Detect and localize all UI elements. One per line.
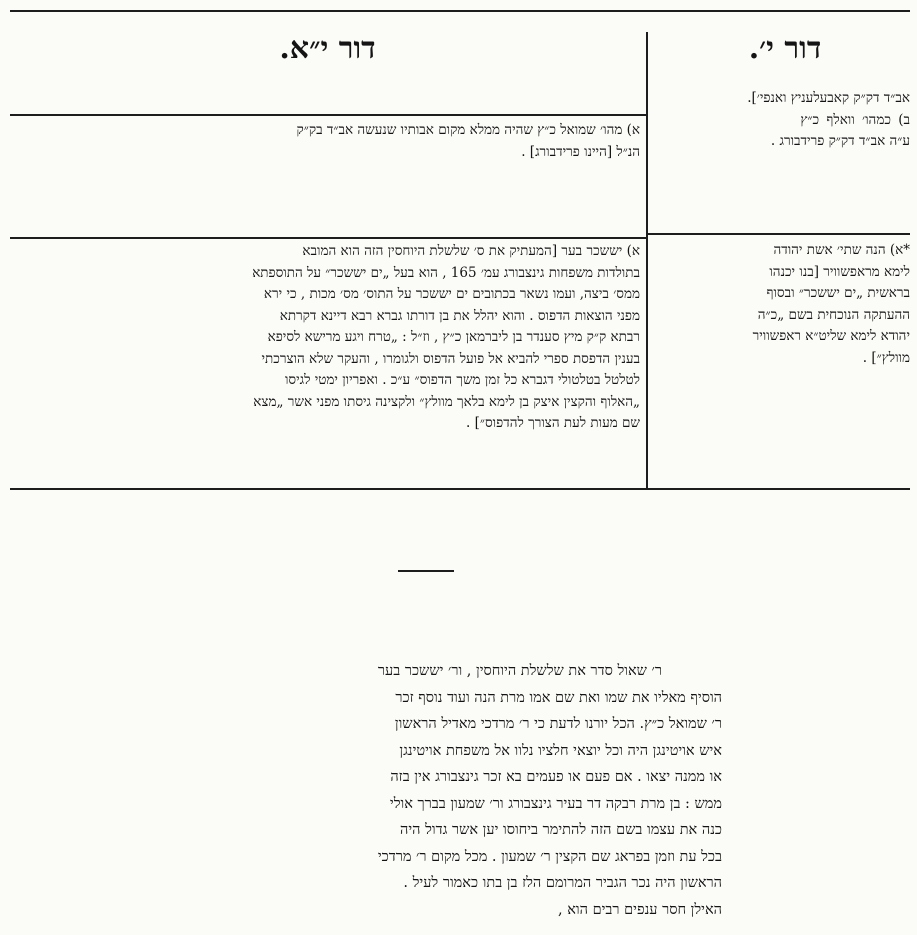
header-left: דור י״א.: [279, 31, 376, 66]
left-block-1: [14, 120, 640, 163]
text-line: איש אויטינגן היה וכל יוצאי חלציו נלוו אל משפחת אויטינגן: [399, 742, 722, 759]
text-line: א) יששכר בער [המעתיק את ס׳ שלשלת היוחסין הזה הוא המובא: [302, 243, 640, 259]
text-line: ההעתקה הנוכחית בשם „כ״ה: [757, 306, 910, 323]
text-line: האילן חסר ענפים רבים הוא ,: [557, 901, 722, 918]
text-line: בתולדות משפחות גינצבורג עמ׳ 165 , הוא בעל „ים יששכר״ על התוספתא: [252, 264, 640, 281]
text-line: א) מהו׳ שמואל כ״ץ שהיה ממלא מקום אבותיו שנעשה אב״ד בק״ק: [296, 122, 640, 138]
body-paragraph: [190, 658, 722, 923]
text-line: הראשון היה נכר הגביר המרומם הלז בן בתו כאמור לעיל .: [403, 875, 722, 891]
text-line: בכל עת וזמן בפראג שם הקצין ר׳ שמעון . מכל מקום ר׳ מרדכי: [377, 848, 722, 865]
text-line: בענין הדפסת ספרי להביא אל פועל הדפוס ולגומרו , והעקר שלא הוצרכתי: [261, 350, 640, 367]
left-block-2: [14, 241, 640, 435]
text-line: לימא מראפשוויר [בנו יכנהו: [769, 263, 910, 280]
right-mid-rule: [648, 233, 910, 235]
text-line: ב) כמהו׳ וואלף כ״ץ: [800, 111, 910, 128]
text-line: הנ״ל [היינו פרידבורג] .: [521, 143, 640, 160]
text-line: או ממנה יצאו . אם פעם או פעמים בא זכר גינצבורג אין בזה: [390, 769, 722, 785]
right-block-2: [652, 240, 910, 369]
section-separator: [398, 570, 454, 572]
right-block-1: [652, 88, 910, 153]
text-line: אב״ד דק״ק קאבעלעניץ ואנפי׳].: [747, 90, 910, 106]
column-divider: [646, 32, 648, 490]
text-line: ר׳ שאול סדר את שלשלת היוחסין , ור׳ יששכר בער: [377, 663, 662, 679]
text-line: יהודא לימא שליט״א ראפשוויר: [752, 328, 910, 344]
text-line: *א) הנה שתי׳ אשת יהודה: [773, 242, 910, 258]
text-line: „האלוף והקצין איצק בן לימא בלאך מוולץ״ ולקצינה גיסתו מפני אשר „מצא: [253, 393, 640, 410]
text-line: בראשית „ים יששכר״ ובסוף: [766, 285, 910, 301]
text-line: ר׳ שמואל כ״ץ. הכל יורנו לדעת כי ר׳ מרדכי מאדיל הראשון: [394, 716, 722, 732]
bottom-rule: [10, 488, 910, 490]
header-right: דור י׳.: [748, 31, 822, 66]
text-line: ע״ה אב״ד דק״ק פרידבורג .: [770, 133, 910, 149]
text-line: מפני הוצאות הדפוס . והוא יהלל את בן דורתו גברא רבא דיינא דקרתא: [279, 307, 640, 324]
left-mid-rule: [10, 237, 646, 239]
text-line: מוולץ״] .: [862, 349, 910, 366]
text-line: רבתא ק״ק מיץ סענדר בן ליברמאן כ״ץ , וז״ל : „טרח ויגע מרישא לסיפא: [267, 329, 640, 345]
left-header-rule: [10, 114, 646, 116]
top-rule: [10, 10, 910, 12]
text-line: לטלטל בטלטולי דגברא כל זמן משך הדפוס״ ע״כ . ואפריון ימטי לגיסו: [284, 372, 640, 388]
text-line: שם מעות לעת הצורך להדפוס״] .: [466, 415, 640, 431]
text-line: כנה את עצמו בשם הזה להתימר ביחוסו יען אשר גדול היה: [400, 822, 722, 838]
text-line: ממש : בן מרת רבקה דר בעיר גינצבורג ור׳ שמעון בברך אולי: [389, 795, 722, 812]
text-line: הוסיף מאליו את שמו ואת שם אמו מרת הנה ועוד נוסף זכר: [395, 689, 722, 706]
text-line: ממס׳ ביצה, ועמו נשאר בכתובים ים יששכר על התוס׳ מס׳ מכות , כי ירא: [263, 286, 640, 302]
